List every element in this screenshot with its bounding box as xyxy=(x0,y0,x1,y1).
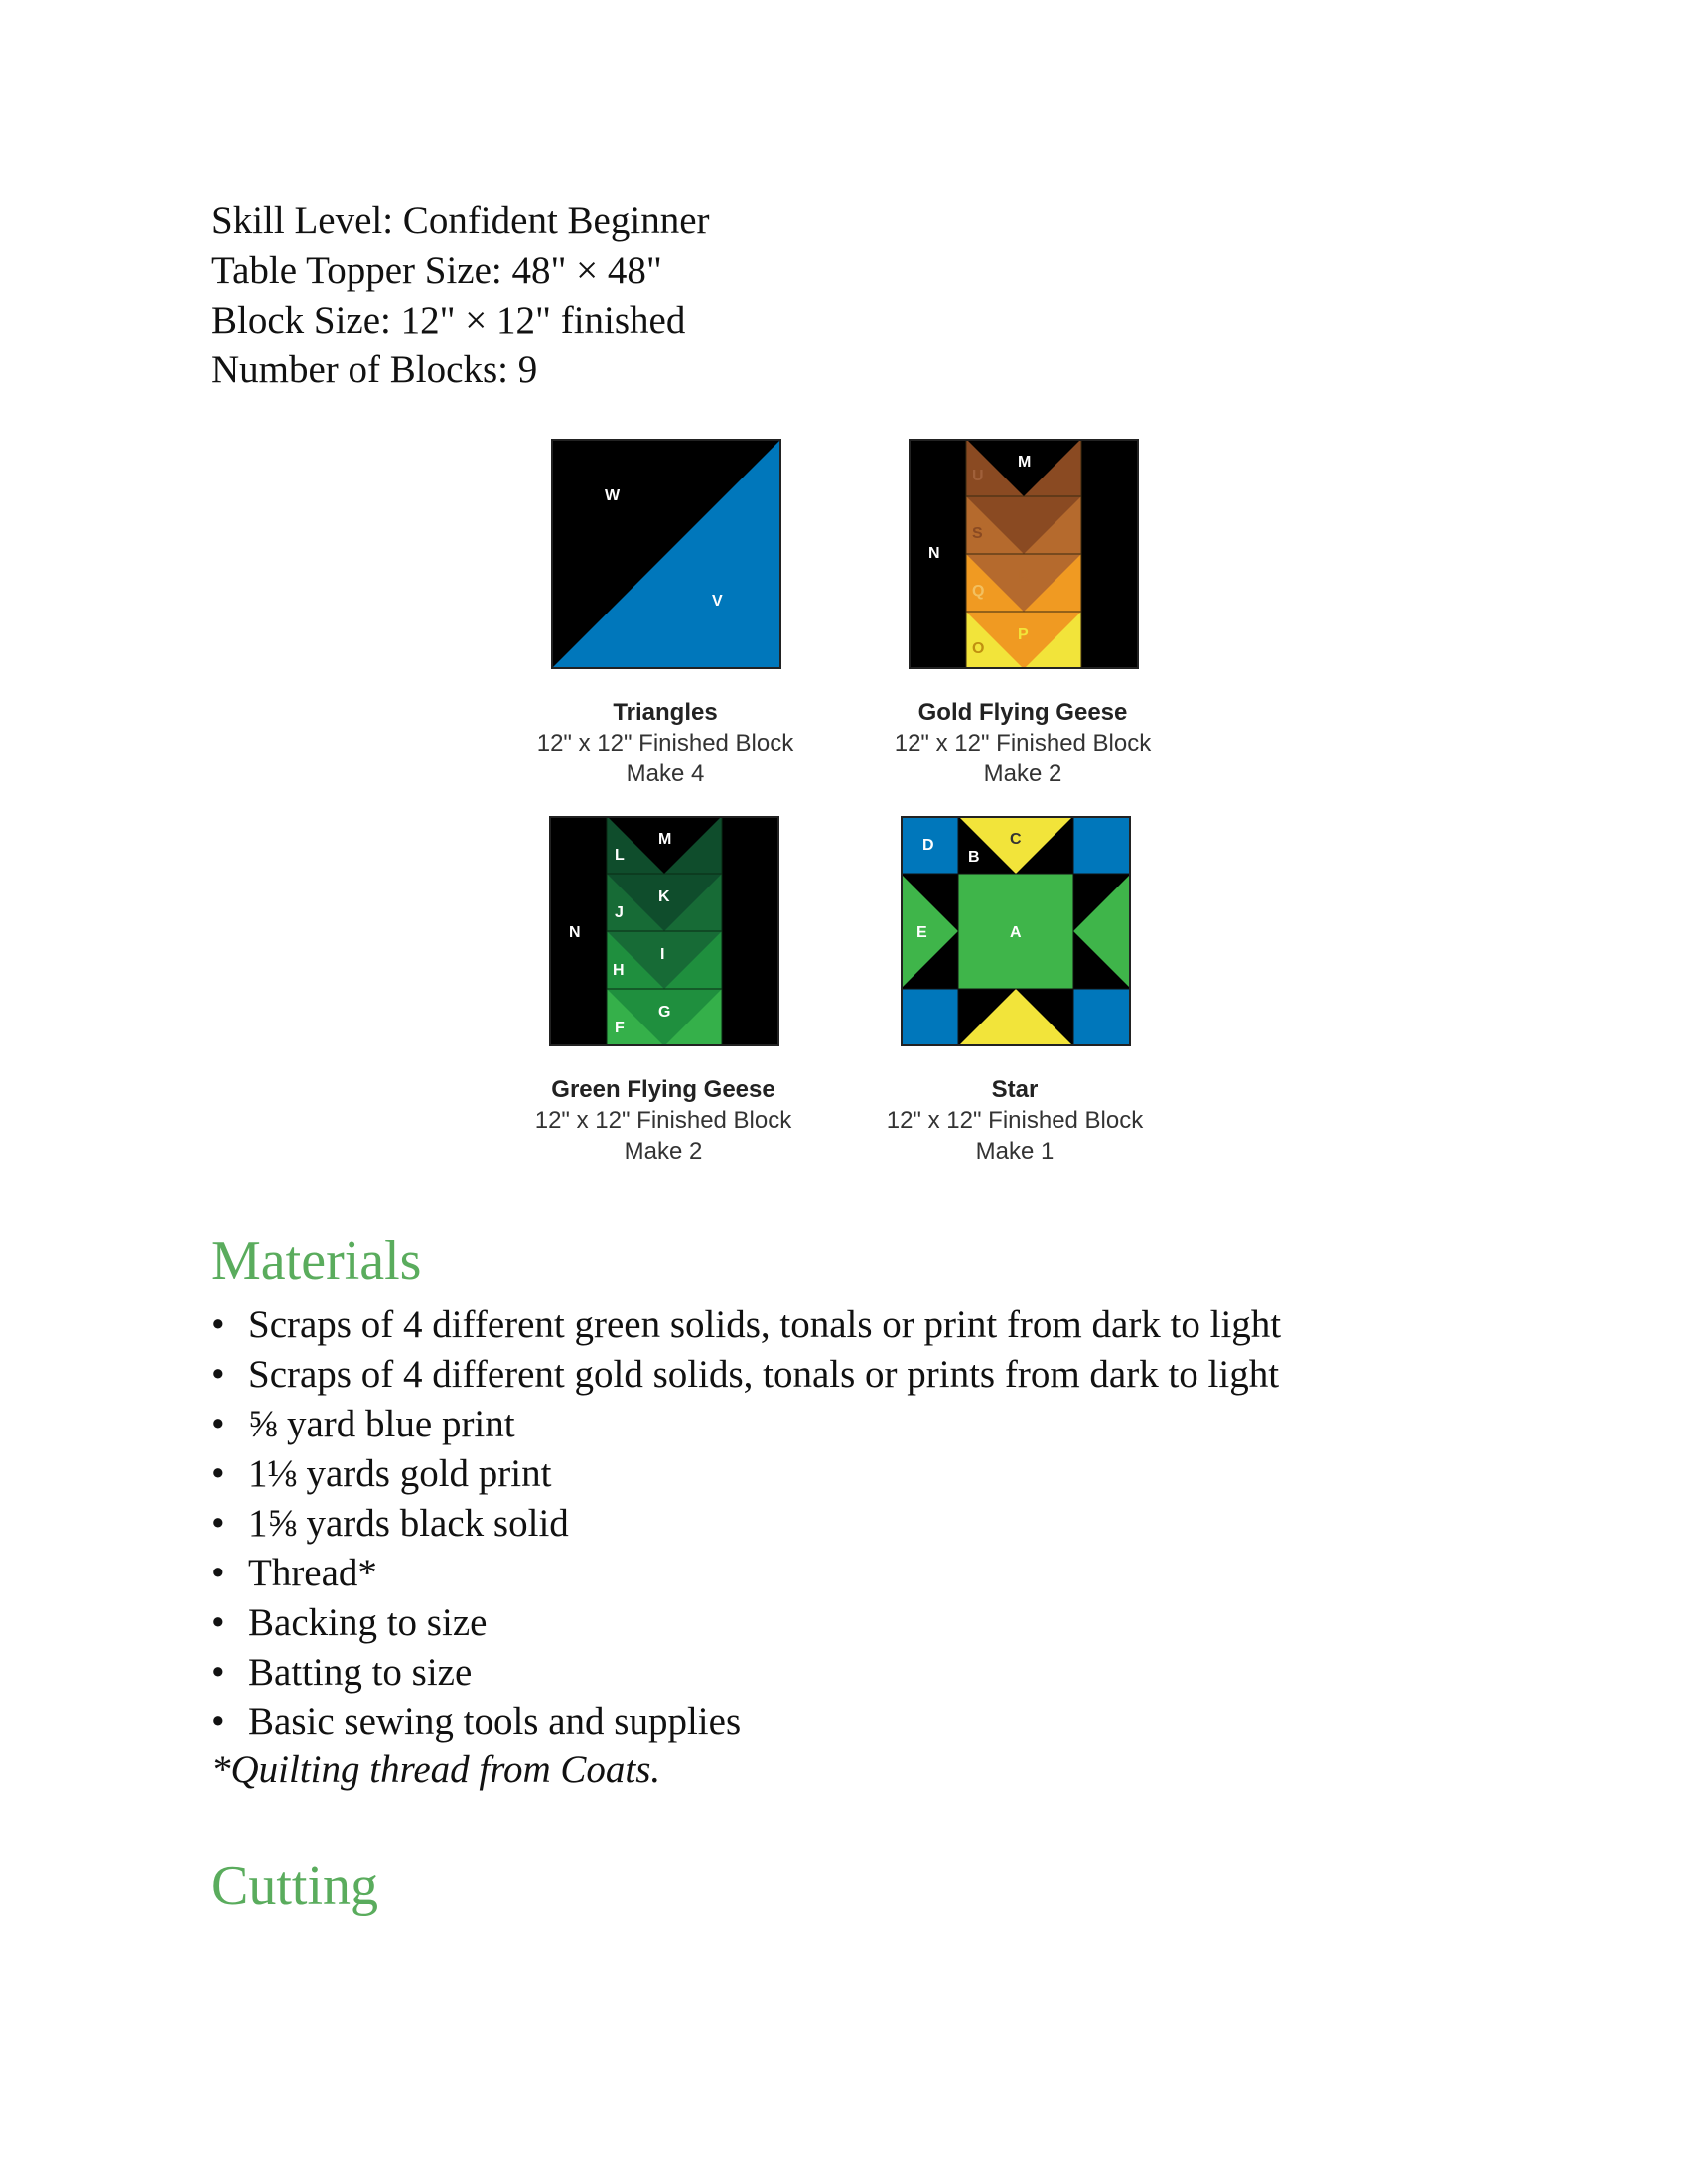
materials-heading: Materials xyxy=(211,1230,422,1292)
block-title: Green Flying Geese xyxy=(551,1076,775,1103)
list-item: • Backing to size xyxy=(211,1598,1281,1648)
block-subtitle: 12" x 12" Finished Block xyxy=(894,730,1152,756)
gold-flying-geese-caption xyxy=(854,697,1192,789)
block-title: Star xyxy=(991,1076,1039,1103)
block-subtitle: 12" x 12" Finished Block xyxy=(536,730,794,756)
block-make: Make 1 xyxy=(975,1138,1055,1164)
green-flying-geese-caption xyxy=(494,1074,832,1166)
label-h: H xyxy=(613,962,625,979)
label-c: C xyxy=(1010,831,1022,848)
label-u: U xyxy=(972,468,984,484)
label-w: W xyxy=(605,487,621,504)
triangles-block-diagram xyxy=(551,439,781,669)
materials-list xyxy=(211,1300,1281,1747)
label-o: O xyxy=(972,640,985,657)
label-g: G xyxy=(658,1004,671,1021)
block-title: Triangles xyxy=(613,699,718,726)
number-of-blocks: Number of Blocks: 9 xyxy=(211,348,538,391)
list-item: • ⅝ yard blue print xyxy=(211,1400,1281,1449)
list-item: • Thread* xyxy=(211,1549,1281,1598)
label-l: L xyxy=(615,847,625,864)
star-block-diagram xyxy=(901,816,1131,1046)
label-m: M xyxy=(1018,454,1032,471)
label-a: A xyxy=(1010,924,1022,941)
label-j: J xyxy=(615,904,624,921)
label-r: R xyxy=(1018,569,1030,586)
label-i: I xyxy=(660,946,665,963)
list-item: • Basic sewing tools and supplies xyxy=(211,1698,1281,1747)
green-flying-geese-block-diagram xyxy=(549,816,779,1046)
list-item: • Scraps of 4 different gold solids, tonals or prints from dark to light xyxy=(211,1350,1281,1400)
label-s: S xyxy=(972,525,983,542)
project-specs xyxy=(211,197,710,395)
label-f: F xyxy=(615,1020,625,1036)
bullet-icon: • xyxy=(211,1651,225,1694)
bullet-icon: • xyxy=(211,1552,225,1594)
label-n: N xyxy=(928,545,940,562)
block-subtitle: 12" x 12" Finished Block xyxy=(534,1107,792,1134)
label-k: K xyxy=(658,888,670,905)
skill-level: Skill Level: Confident Beginner xyxy=(211,200,710,242)
block-title: Gold Flying Geese xyxy=(917,699,1128,726)
bullet-icon: • xyxy=(211,1353,225,1396)
block-make: Make 2 xyxy=(624,1138,703,1164)
label-m: M xyxy=(658,831,672,848)
label-v: V xyxy=(712,593,723,610)
bullet-icon: • xyxy=(211,1403,225,1445)
topper-size: Table Topper Size: 48" × 48" xyxy=(211,249,662,292)
cutting-heading: Cutting xyxy=(211,1855,379,1917)
list-item: • 1⅛ yards gold print xyxy=(211,1449,1281,1499)
label-n: N xyxy=(569,924,581,941)
label-q: Q xyxy=(972,583,985,600)
gold-flying-geese-block-diagram xyxy=(909,439,1139,669)
star-caption xyxy=(846,1074,1184,1166)
block-subtitle: 12" x 12" Finished Block xyxy=(886,1107,1144,1134)
label-p: P xyxy=(1018,626,1029,643)
list-item: • Scraps of 4 different green solids, tonals or print from dark to light xyxy=(211,1300,1281,1350)
list-item: • 1⅝ yards black solid xyxy=(211,1499,1281,1549)
block-size: Block Size: 12" × 12" finished xyxy=(211,299,686,341)
thread-footnote: *Quilting thread from Coats. xyxy=(211,1748,661,1791)
label-d: D xyxy=(922,837,934,854)
block-make: Make 2 xyxy=(983,760,1062,787)
bullet-icon: • xyxy=(211,1303,225,1346)
bullet-icon: • xyxy=(211,1601,225,1644)
bullet-icon: • xyxy=(211,1452,225,1495)
triangles-caption xyxy=(496,697,834,789)
bullet-icon: • xyxy=(211,1701,225,1743)
label-e: E xyxy=(916,924,927,941)
list-item: • Batting to size xyxy=(211,1648,1281,1698)
label-t: T xyxy=(1018,511,1028,528)
bullet-icon: • xyxy=(211,1502,225,1545)
label-b: B xyxy=(968,849,980,866)
block-make: Make 4 xyxy=(626,760,705,787)
